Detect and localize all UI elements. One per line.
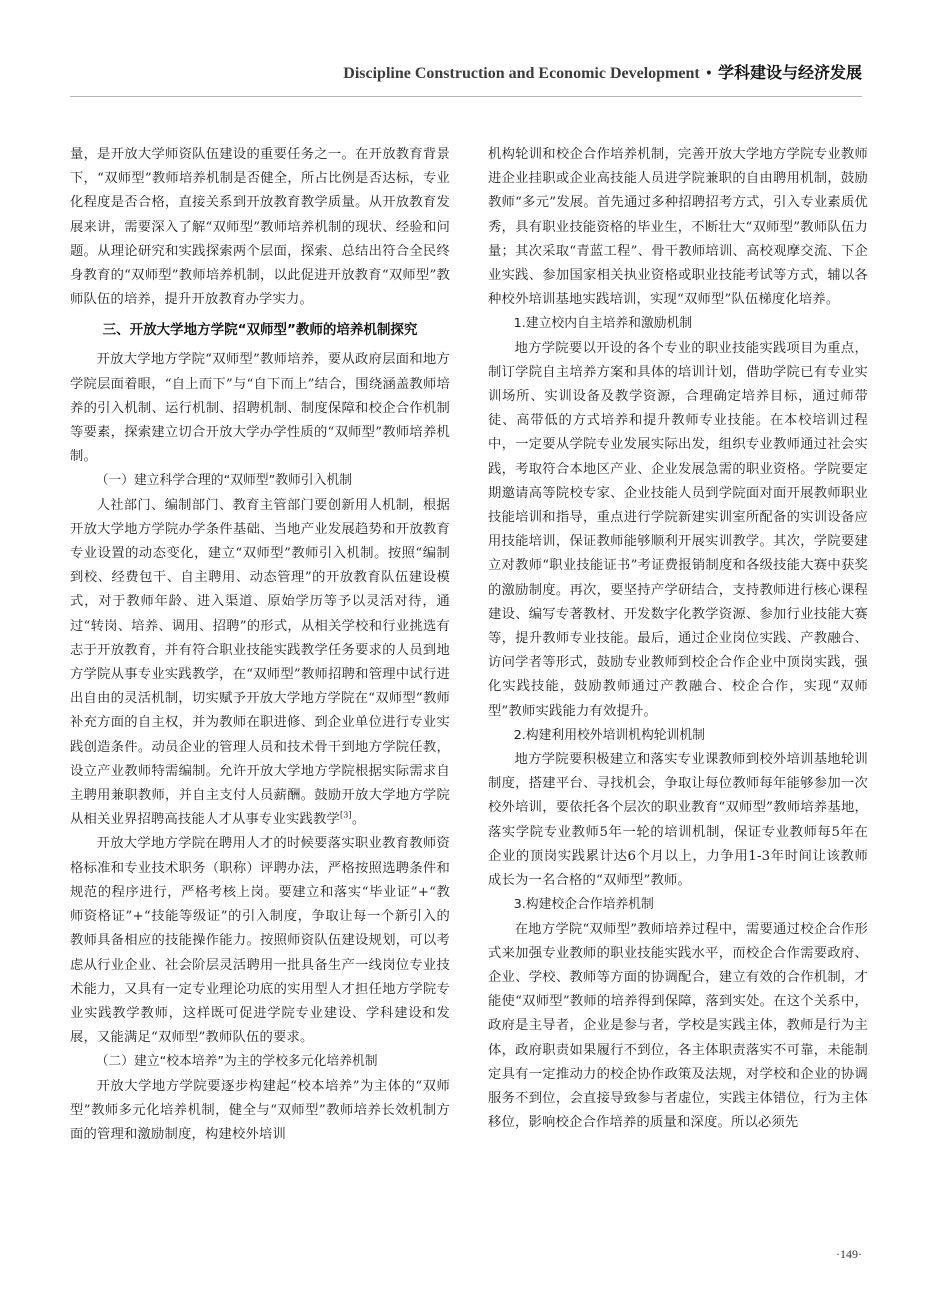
numbered-heading: 1.建立校内自主培养和激励机制 [513,316,693,332]
header-separator-dot: • [704,66,713,82]
numbered-heading: 3.构建校企合作培养机制 [513,897,654,913]
subsection-heading: （一）建立科学合理的“双师型”教师引入机制 [95,473,352,489]
paragraph-text: 人社部门、编制部门、教育主管部门要创新用人机制，根据开放大学地方学院办学条件基础、当地产业发展趋势和开放教育专业设置的动态变化，建立“双师型”教师引入机制。按照“编制到校、经费包干、自主聘用、动态管理”的开放教育队伍建设模式，对于教师年龄、进入渠道、原始学历等予以灵活对待，通过“转岗、培养、调用、招聘”的形式，从相关学校和行业挑选有志于开放教育，并有符合职业技能实践教学任务要求的人员到地方学院从事专业实践教学，在“双师型”教师招聘和管理中试行进出自由的灵活机制，切实赋予开放大学地方学院在“双师型”教师补充方面的自主权，并为教师在职进修、到企业单位进行专业实践创造条件。动员企业的管理人员和技术骨干到地方学院任教，设立产业教师特需编制。允许开放大学地方学院根据实际需求自主聘用兼职教师，并自主支付人员薪酬。鼓励开放大学地方学院从相关业界招聘高技能人才从事专业实践教学 [70,497,450,828]
paragraph: 开放大学地方学院“双师型”教师培养，要从政府层面和地方学院层面着眼，“自上而下”与“自下而上”结合，围绕涵盖教师培养的引入机制、运行机制、招聘机制、制度保障和校企合作机制等要素，探索建立切合开放大学办学性质的“双师型”教师培养机制。 [70,352,450,465]
paragraph [70,494,450,833]
left-column [70,143,450,1147]
header-english-title: Discipline Construction and Economic Development [343,65,700,82]
section-heading: 三、开放大学地方学院“双师型”教师的培养机制探究 [102,322,418,339]
paragraph: 机构轮训和校企合作培养机制，完善开放大学地方学院专业教师进企业挂职或企业高技能人员进学院兼职的自由聘用机制，鼓励教师“多元”发展。首先通过多种招聘招考方式，引入专业素质优秀，具有职业技能资格的毕业生，不断壮大“双师型”教师队伍力量；其次采取“青蓝工程”、骨干教师培训、高校观摩交流、下企业实践、参加国家相关执业资格或职业技能考试等方式，辅以各种校外培训基地实践培训，实现“双师型”队伍梯度化培养。 [488,147,868,308]
paragraph: 开放大学地方学院在聘用人才的时候要落实职业教育教师资格标准和专业技术职务（职称）评聘办法，严格按照选聘条件和规范的程序进行，严格考核上岗。要建立和落实“毕业证”+“教师资格证”+“技能等级证”的引入制度，争取让每一个新引入的教师具备相应的技能操作能力。按照师资队伍建设规划，可以考虑从行业企业、社会阶层灵活聘用一批具备生产一线岗位专业技术能力，又具有一定专业理论功底的实用型人才担任地方学院专业实践教学教师，这样既可促进学院专业建设、学科建设和发展，又能满足“双师型”教师队伍的要求。 [70,836,450,1046]
paragraph: 量，是开放大学师资队伍建设的重要任务之一。在开放教育背景下，“双师型”教师培养机制是否健全，所占比例是否达标，专业化程度是否合格，直接关系到开放教育教学质量。从开放教育发展来讲，需要深入了解“双师型”教师培养机制的现状、经验和问题。从理论研究和实践探索两个层面，探索、总结出符合全民终身教育的“双师型”教师培养机制，以此促进开放教育“双师型”教师队伍的培养，提升开放教育办学实力。 [70,147,450,308]
citation-reference[interactable]: [3] [339,810,352,820]
paragraph: 在地方学院“双师型”教师培养过程中，需要通过校企合作形式来加强专业教师的职业技能实践水平，而校企合作需要政府、企业、学校、教师等方面的协调配合，建立有效的合作机制，才能使“双师型”教师的培养得到保障，落到实处。在这个关系中，政府是主导者，企业是参与者，学校是实践主体，教师是行为主体，政府职责如果履行不到位，各主体职责落实不可靠，未能制定具有一定推动力的校企协作政策及法规，对学校和企业的协调服务不到位，会直接导致参与者虚位，实践主体错位，行为主体移位，影响校企合作培养的质量和深度。所以必须先 [488,921,868,1131]
page-number: ·149· [836,1247,862,1261]
running-header [70,60,862,97]
paragraph: 开放大学地方学院要逐步构建起“校本培养”为主体的“双师型”教师多元化培养机制，健全与“双师型”教师培养长效机制方面的管理和激励制度，构建校外培训 [70,1078,450,1142]
right-column [488,143,868,1135]
paragraph-end: 。 [351,812,366,828]
paragraph: 地方学院要以开设的各个专业的职业技能实践项目为重点，制订学院自主培养方案和具体的培训计划，借助学院已有专业实训场所、实训设备及教学资源，合理确定培养目标，通过师带徒、高带低的方式培养和提升教师专业技能。在本校培训过程中，一定要从学院专业发展实际出发，组织专业教师通过社会实践，考取符合本地区产业、企业发展急需的职业资格。学院要定期邀请高等院校专家、企业技能人员到学院面对面开展教师职业技能培训和指导，重点进行学院新建实训室所配备的实训设备应用技能培训，保证教师能够顺利开展实训教学。其次，学院要建立对教师“职业技能证书”考证费报销制度和各级技能大赛中获奖的激励制度。再次，要坚持产学研结合，支持教师进行核心课程建设、编写专著教材、开发数字化教学资源、参加行业技能大赛等，提升教师专业技能。最后，通过企业岗位实践、产教融合、访问学者等形式，鼓励专业教师到校企合作企业中顶岗实践，强化实践技能，鼓励教师通过产教融合、校企合作，实现“双师型”教师实践能力有效提升。 [488,340,868,719]
numbered-heading: 2.构建利用校外培训机构轮训机制 [513,727,705,743]
subsection-heading: （二）建立“校本培养”为主的学校多元化培养机制 [95,1054,378,1070]
header-chinese-title: 学科建设与经济发展 [717,63,862,82]
paragraph: 地方学院要积极建立和落实专业课教师到校外培训基地轮训制度，搭建平台、寻找机会，争取让每位教师每年能够参加一次校外培训，要依托各个层次的职业教育“双师型”教师培养基地，落实学院专业教师5年一轮的培训机制，保证专业教师每5年在企业的顶岗实践累计达6个月以上，力争用1-3年时间让该教师成长为一名合格的“双师型”教师。 [488,752,868,889]
